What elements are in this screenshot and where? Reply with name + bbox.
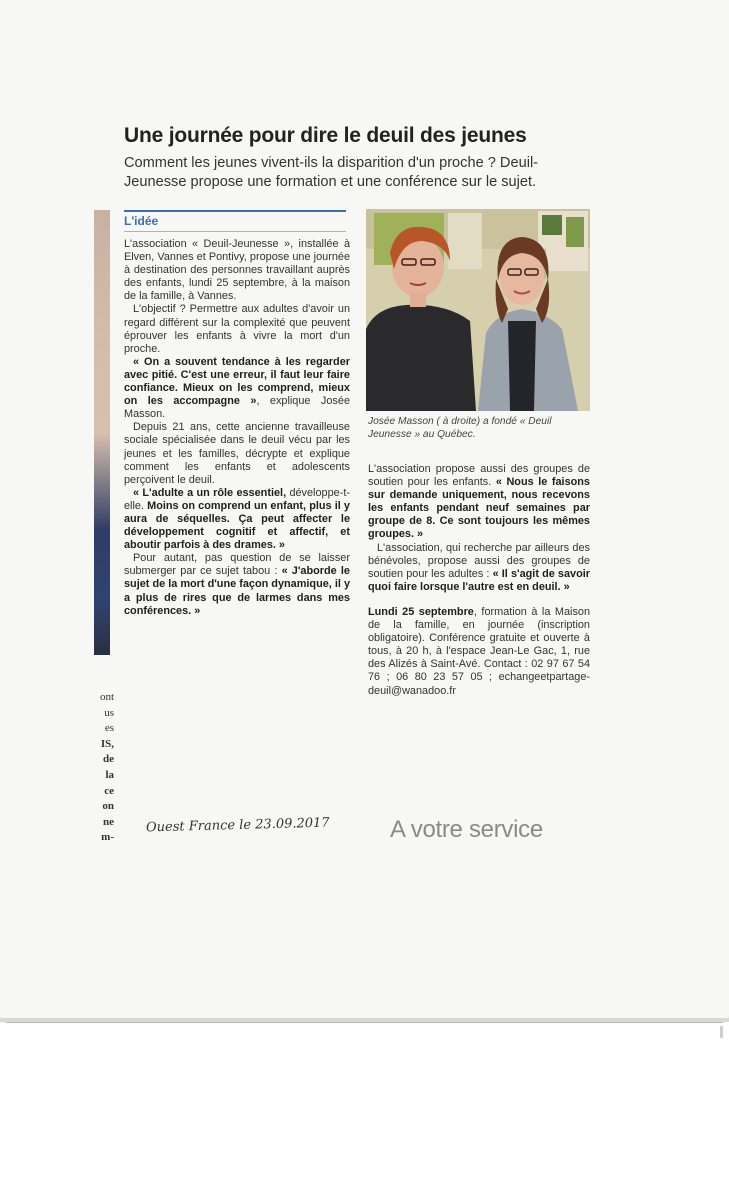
paragraph-quote-3 bbox=[124, 552, 350, 617]
quote-bold: « J'aborde le sujet de la mort d'une façon dynamique, il y a plus de rires que de larmes dans mes conférences. » bbox=[124, 565, 350, 617]
paragraph-groups-adults bbox=[368, 542, 590, 594]
quote-bold: « On a souvent tendance à les regarder avec pitié. C'est une erreur, il faut leur faire confiance. Mieux on les comprend, mieux on les accompagne » bbox=[124, 355, 350, 408]
edge-word: la bbox=[105, 768, 114, 781]
handwritten-source-note: Ouest France le 23.09.2017 bbox=[145, 815, 330, 836]
page-edge-shadow bbox=[0, 1018, 729, 1022]
edge-word: ont bbox=[99, 691, 114, 703]
event-date: Lundi 25 septembre bbox=[368, 605, 474, 618]
edge-word: on bbox=[102, 800, 114, 813]
quote-attribution: développe-t-elle. bbox=[124, 486, 350, 512]
practical-info bbox=[368, 606, 590, 698]
page-mark bbox=[720, 1026, 723, 1038]
edge-word: es bbox=[104, 722, 114, 735]
paragraph-text: Pour autant, pas question de se laisser submerger par ce sujet tabou : bbox=[124, 552, 350, 578]
edge-word: ce bbox=[104, 784, 114, 797]
edge-word: de bbox=[103, 753, 114, 766]
article-column-right bbox=[368, 463, 590, 698]
section-label: L'idée bbox=[124, 214, 159, 228]
article-column-left bbox=[124, 238, 350, 618]
paragraph-quote-2 bbox=[124, 487, 350, 552]
paragraph-intro: L'association « Deuil-Jeunesse », installée à Elven, Vannes et Pontivy, propose une journée à destination des personnes travaillant auprès des enfants, lundi 25 septembre, à la maison de la famille, à Vannes. bbox=[124, 238, 350, 303]
edge-word: us bbox=[104, 706, 114, 719]
rubric-title: A votre service bbox=[390, 816, 543, 843]
article-subhead: Comment les jeunes vivent-ils la disparition d'un proche ? Deuil-Jeunesse propose une formation et une conférence sur le sujet. bbox=[124, 155, 539, 190]
paragraph-text: L'association, qui recherche par ailleurs des bénévoles, propose aussi des groupes de soutien pour les adultes : bbox=[368, 541, 590, 580]
paragraph-groups-children bbox=[368, 463, 590, 542]
section-rule-top bbox=[124, 210, 346, 212]
event-details: , formation à la Maison de la famille, en journée (inscription obligatoire). Conférence gratuite et ouverte à tous, à 20 h, à l'espace Jean-Le Gac, 1, rue des Alizés à Saint-Avé. Contact : 02 97 67 54 76 ; 06 80 23 57 05 ; echangeetpartage-deuil@wanadoo.fr bbox=[368, 605, 591, 697]
photo-image bbox=[366, 209, 590, 411]
quote-bold: Moins on comprend un enfant, plus il y aura de séquelles. Ça peut affecter le développement cognitif et affectif, et aboutir parfois à des drames. » bbox=[124, 499, 350, 552]
section-rule-bottom bbox=[124, 231, 346, 232]
edge-word: IS, bbox=[100, 737, 114, 750]
paragraph-text: L'association propose aussi des groupes de soutien pour les enfants. bbox=[368, 463, 590, 489]
quote-bold: « Nous le faisons sur demande uniquement, nous recevons les enfants pendant neuf semaines par groupe de 8. Ce sont toujours les mêmes groupes. » bbox=[368, 476, 590, 541]
quote-attribution: , explique Josée Masson. bbox=[124, 395, 350, 421]
article-headline: Une journée pour dire le deuil des jeunes bbox=[124, 124, 527, 147]
edge-word: ne bbox=[103, 815, 114, 828]
paragraph-objective: L'objectif ? Permettre aux adultes d'avoir un regard différent sur la complexité que peuvent éprouver les enfants à vivre la mort d'un proche. bbox=[124, 303, 350, 355]
edge-word: m- bbox=[101, 831, 114, 844]
paragraph-quote-1 bbox=[124, 356, 350, 421]
quote-bold: « L'adulte a un rôle essentiel, bbox=[133, 486, 287, 499]
quote-bold: « Il s'agit de savoir quoi faire lorsque l'autre est en deuil. » bbox=[368, 567, 590, 593]
photo-caption: Josée Masson ( à droite) a fondé « Deuil Jeunesse » au Québec. bbox=[368, 416, 552, 440]
article-photo bbox=[366, 209, 590, 411]
paragraph-background: Depuis 21 ans, cette ancienne travailleuse sociale spécialisée dans le deuil vécu par les jeunes et les familles, décrypte et explique comment les enfants et adolescents perçoivent le deuil. bbox=[124, 421, 350, 486]
adjacent-photo-fragment bbox=[94, 210, 110, 655]
adjacent-column-fragment bbox=[88, 690, 114, 846]
